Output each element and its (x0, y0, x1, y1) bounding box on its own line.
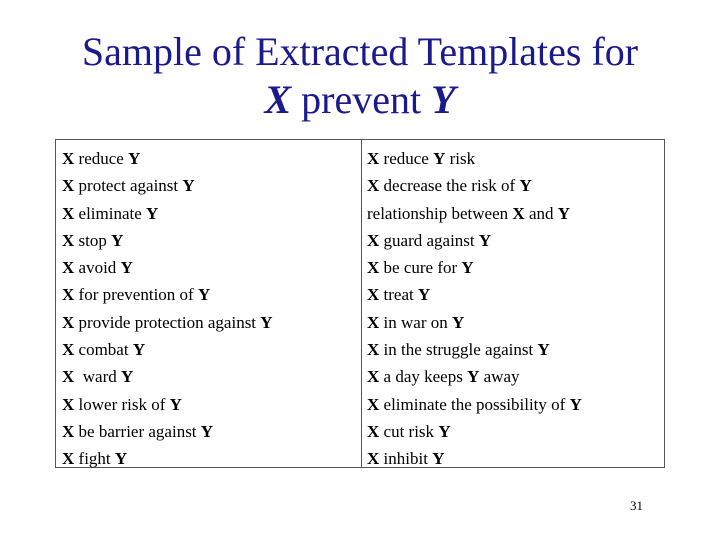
template-tail: risk (445, 149, 476, 168)
template-mid: inhibit (379, 449, 433, 469)
template-mid: decrease the risk of (379, 176, 520, 196)
title-verb: prevent (301, 77, 422, 122)
template-mid: eliminate (74, 203, 147, 223)
template-y: Y (519, 176, 532, 196)
template-y: Y (461, 258, 474, 278)
template-mid: reduce (379, 149, 434, 168)
template-item (367, 254, 582, 281)
template-x: X (62, 367, 75, 387)
right-column (367, 145, 582, 473)
template-item (367, 363, 582, 390)
template-x: X (62, 394, 75, 414)
template-y: Y (432, 449, 445, 469)
template-y: Y (438, 421, 451, 441)
template-mid: in the struggle against (379, 340, 538, 360)
page-number: 31 (630, 498, 643, 513)
template-tail: away (479, 367, 520, 387)
template-x: X (62, 312, 75, 332)
template-mid: be barrier against (74, 421, 201, 441)
template-item (367, 281, 582, 308)
template-item (62, 445, 273, 472)
template-mid: fight (74, 449, 115, 469)
template-y: Y (433, 149, 446, 168)
template-x: X (367, 312, 380, 332)
template-mid: lower risk of (74, 394, 170, 414)
template-x: X (367, 176, 380, 196)
template-y: Y (128, 149, 141, 168)
template-mid: stop (74, 230, 112, 250)
template-item (367, 200, 582, 227)
template-y: Y (569, 394, 582, 414)
template-item (367, 172, 582, 199)
template-mid: eliminate the possibility of (379, 394, 570, 414)
template-item (367, 445, 582, 472)
template-mid: and (524, 203, 558, 223)
template-x: X (367, 367, 380, 387)
template-x: X (62, 230, 75, 250)
template-y: Y (146, 203, 159, 223)
template-mid: treat (379, 285, 418, 305)
template-mid: ward (74, 367, 122, 387)
template-x: X (367, 230, 380, 250)
template-x: X (367, 258, 380, 278)
left-column (62, 145, 273, 473)
template-x: X (367, 449, 380, 469)
template-y: Y (120, 258, 133, 278)
template-x: X (367, 149, 380, 168)
template-x: X (62, 149, 75, 168)
template-mid: for prevention of (74, 285, 198, 305)
template-x: X (367, 421, 380, 441)
template-y: Y (114, 449, 128, 469)
template-mid: combat (74, 340, 133, 360)
template-y: Y (197, 285, 211, 305)
template-mid: reduce (74, 149, 129, 168)
template-y: Y (537, 340, 550, 360)
column-divider (361, 140, 362, 467)
template-x: X (512, 203, 525, 223)
template-x: X (367, 394, 380, 414)
template-item (367, 309, 582, 336)
templates-table (55, 139, 665, 468)
title-line-2 (0, 76, 720, 124)
template-x: X (62, 449, 75, 469)
template-item (62, 254, 273, 281)
template-item (62, 281, 273, 308)
template-mid: cut risk (379, 421, 439, 441)
template-y: Y (132, 340, 146, 360)
template-item (367, 418, 582, 445)
template-mid: avoid (74, 258, 121, 278)
slide-title (0, 28, 720, 124)
template-mid: protect against (74, 176, 183, 196)
template-x: X (62, 421, 75, 441)
template-x: X (367, 340, 380, 360)
template-x: X (62, 258, 75, 278)
template-mid: in war on (379, 312, 452, 332)
template-x: X (62, 176, 75, 196)
template-mid: be cure for (379, 258, 462, 278)
template-item (62, 227, 273, 254)
template-prefix: relationship between (367, 203, 513, 223)
title-line-1: Sample of Extracted Templates for (81, 29, 639, 74)
template-item (62, 145, 273, 172)
template-item (62, 336, 273, 363)
template-item (367, 145, 582, 172)
template-x: X (367, 285, 380, 305)
template-item (367, 227, 582, 254)
template-y: Y (200, 421, 214, 441)
template-y: Y (452, 312, 465, 332)
template-item (62, 309, 273, 336)
template-y: Y (557, 203, 571, 223)
template-x: X (62, 285, 75, 305)
template-y: Y (417, 285, 431, 305)
template-item (62, 418, 273, 445)
template-item (62, 200, 273, 227)
template-x: X (62, 203, 75, 223)
template-item (62, 391, 273, 418)
template-mid: guard against (379, 230, 479, 250)
template-item (367, 391, 582, 418)
template-mid: a day keeps (379, 367, 468, 387)
template-item (367, 336, 582, 363)
template-y: Y (121, 367, 134, 387)
template-mid: provide protection against (74, 312, 261, 332)
template-x: X (62, 340, 75, 360)
template-item (62, 363, 273, 390)
title-x: X (264, 77, 292, 122)
template-y: Y (111, 230, 124, 250)
template-y: Y (467, 367, 480, 387)
template-y: Y (260, 312, 273, 332)
template-y: Y (478, 230, 492, 250)
template-y: Y (169, 394, 182, 414)
template-y: Y (182, 176, 195, 196)
template-item (62, 172, 273, 199)
title-y: Y (431, 77, 456, 122)
